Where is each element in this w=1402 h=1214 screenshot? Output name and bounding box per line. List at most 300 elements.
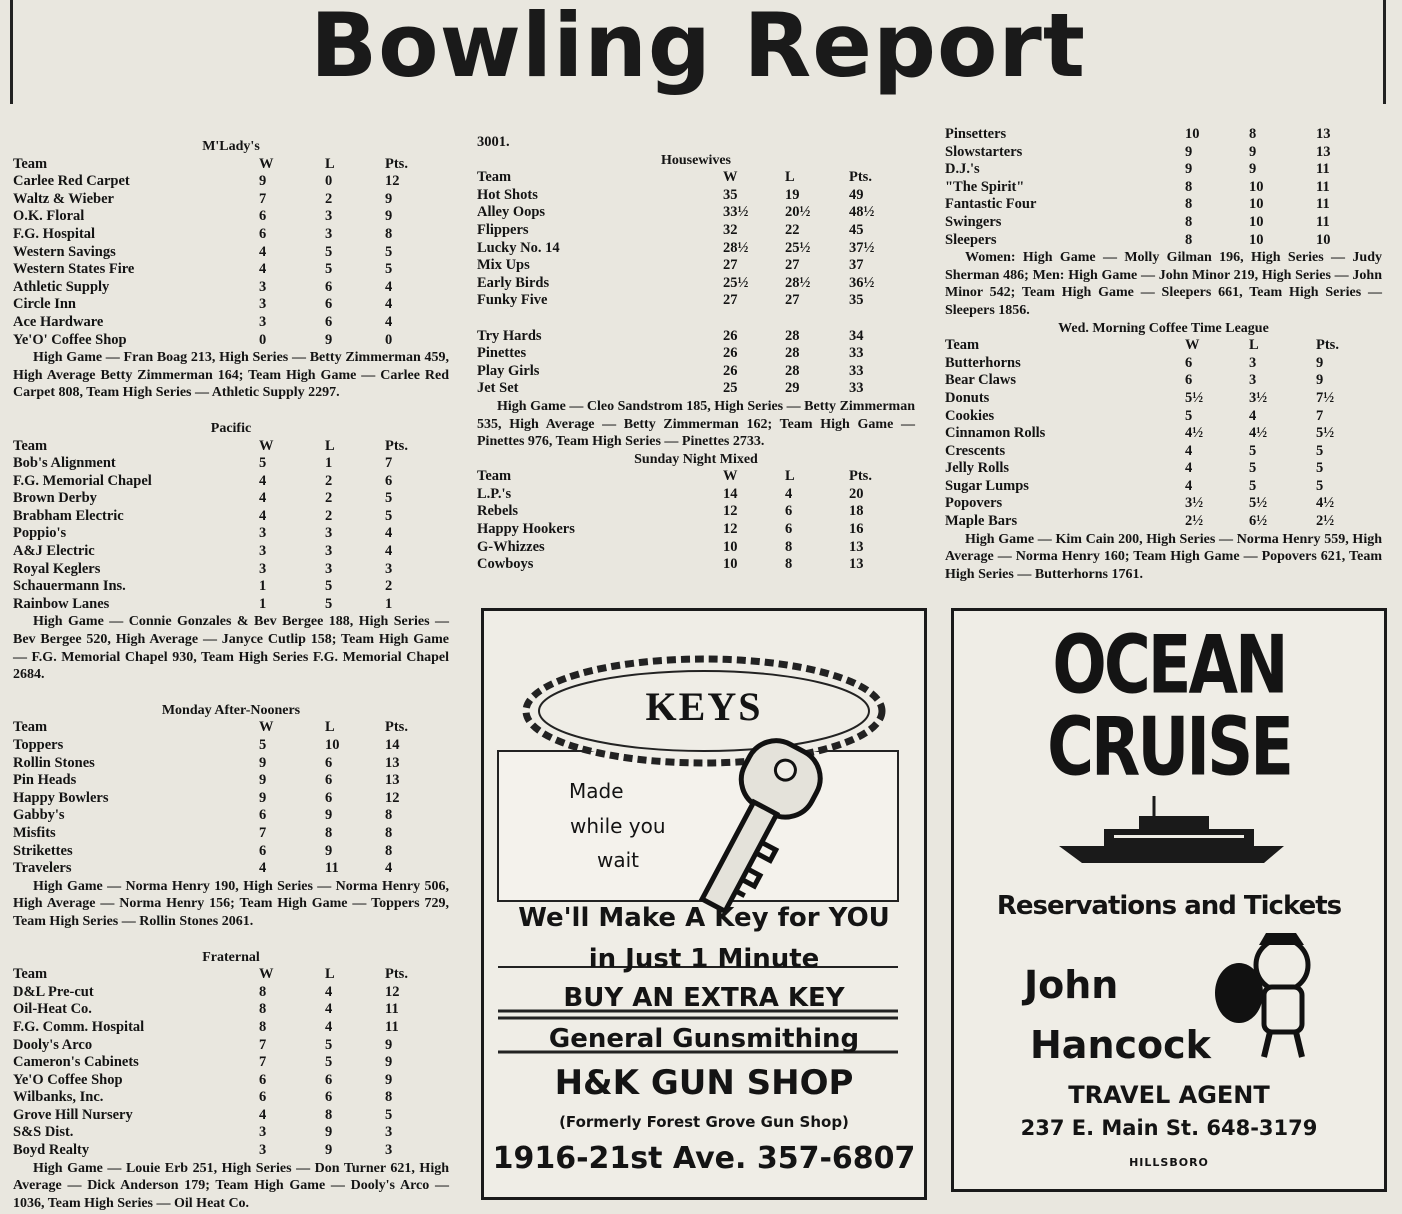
ad-keys-line4: General Gunsmithing <box>548 1024 860 1054</box>
team-name: F.G. Hospital <box>13 225 96 242</box>
team-name: Rollin Stones <box>13 754 95 771</box>
standings-row <box>477 240 915 258</box>
team-losses: 0 <box>325 173 333 190</box>
team-name: Rainbow Lanes <box>13 595 110 612</box>
team-losses: 10 <box>325 737 340 753</box>
team-losses: 3 <box>325 225 333 242</box>
team-points: 18 <box>849 503 864 520</box>
team-points: 6 <box>385 472 393 489</box>
team-wins: 8 <box>1185 196 1193 213</box>
standings-row <box>945 144 1382 162</box>
team-losses: 4 <box>325 1001 333 1018</box>
team-points: 8 <box>385 824 393 841</box>
team-name: Alley Oops <box>477 204 546 221</box>
team-points: 4½ <box>1316 495 1335 512</box>
team-losses: 3 <box>1249 372 1257 389</box>
team-losses: 9 <box>325 1142 333 1159</box>
team-losses: 29 <box>785 380 800 397</box>
team-wins: 4 <box>259 507 267 524</box>
standings-row <box>13 455 449 473</box>
team-wins: 5 <box>1185 407 1193 424</box>
team-losses: 4½ <box>1249 425 1268 442</box>
standings-row <box>13 261 449 279</box>
standings-row <box>13 1124 449 1142</box>
league-notes: High Game — Connie Gonzales & Bev Bergee 188, High Series — Bev Bergee 520, High Average — Janyce Cutlip 158; Team High Game — F.G. Memorial Chapel 930, Team High Series F.G. Memorial Chapel 2684. <box>13 614 449 683</box>
team-wins: 8 <box>1185 231 1193 248</box>
team-wins: 8 <box>259 983 267 1000</box>
team-points: 37½ <box>849 239 875 256</box>
page-title: Bowling Report <box>310 0 1086 97</box>
team-wins: 5 <box>259 737 267 753</box>
header-pts: Pts. <box>849 468 872 485</box>
team-name: Happy Hookers <box>477 521 575 538</box>
team-wins <box>723 310 785 328</box>
team-points: 33 <box>849 345 864 362</box>
team-wins: 6 <box>259 842 267 859</box>
standings-row <box>477 292 915 310</box>
team-name: Strikettes <box>13 842 73 859</box>
team-name: Jelly Rolls <box>945 460 1010 477</box>
team-name: Rebels <box>477 503 519 520</box>
team-points: 5 <box>385 507 393 524</box>
league-notes: High Game — Norma Henry 190, High Series — Norma Henry 506, High Average — Norma Henry 156; Team High Game — Toppers 729, Team High Series — Rollin Stones 2061. <box>13 878 449 929</box>
team-points: 8 <box>385 842 393 859</box>
team-points: 11 <box>1316 213 1330 230</box>
ad-keys-line5: H&K GUN SHOP <box>554 1063 854 1103</box>
team-points: 4 <box>385 860 393 877</box>
standings-row <box>945 232 1382 250</box>
mascot-icon <box>1204 923 1344 1063</box>
team-points: 14 <box>385 737 400 753</box>
team-wins: 3 <box>259 1124 267 1141</box>
team-name: Slowstarters <box>945 143 1023 160</box>
team-points: 8 <box>385 225 393 242</box>
team-name: Sleepers <box>945 231 997 248</box>
standings-row <box>13 490 449 508</box>
team-losses: 8 <box>785 556 793 573</box>
team-points: 12 <box>385 173 400 190</box>
standings-row <box>13 984 449 1002</box>
ad-cruise-cruise: CRUISE <box>1047 701 1291 795</box>
team-wins: 5½ <box>1185 389 1204 406</box>
team-wins: 9 <box>259 789 267 806</box>
team-losses: 5 <box>325 1054 333 1071</box>
header-team: Team <box>13 966 48 983</box>
carryover-text: 3001. <box>477 134 510 150</box>
header-l: L <box>325 155 335 172</box>
team-losses: 5 <box>325 1036 333 1053</box>
team-wins: 9 <box>259 772 267 789</box>
ad-keys-made: Made <box>569 779 624 803</box>
team-wins: 3 <box>259 296 267 313</box>
team-wins: 1 <box>259 595 267 612</box>
team-name: Dooly's Arco <box>13 1036 93 1053</box>
team-wins: 4 <box>259 472 267 489</box>
team-points: 11 <box>385 1018 399 1035</box>
team-points: 12 <box>385 789 400 806</box>
standings-row <box>477 556 915 574</box>
standings-row <box>13 1072 449 1090</box>
team-losses: 5 <box>325 261 333 278</box>
league-title: Fraternal <box>202 949 260 965</box>
team-points: 9 <box>1316 354 1324 371</box>
header-l: L <box>325 966 335 983</box>
team-points: 11 <box>1316 161 1330 178</box>
team-wins: 8 <box>259 1018 267 1035</box>
team-wins: 32 <box>723 221 738 238</box>
team-wins: 4½ <box>1185 425 1204 442</box>
team-losses: 6 <box>325 313 333 330</box>
team-name: F.G. Memorial Chapel <box>13 472 152 489</box>
team-losses: 10 <box>1249 213 1264 230</box>
team-name: Flippers <box>477 221 529 238</box>
team-points: 5 <box>385 261 393 278</box>
team-wins: 35 <box>723 186 738 203</box>
team-wins: 6 <box>1185 354 1193 371</box>
team-points: 4 <box>385 296 393 313</box>
standings-row <box>13 843 449 861</box>
standings-row <box>13 1107 449 1125</box>
team-points: 13 <box>1316 126 1331 142</box>
team-name: Try Hards <box>477 327 542 344</box>
standings-row <box>13 473 449 491</box>
standings-row <box>13 208 449 226</box>
standings-row <box>477 187 915 205</box>
ad-cruise-hancock: Hancock <box>1030 1023 1211 1067</box>
team-points: 13 <box>849 556 864 573</box>
team-losses: 6 <box>785 521 793 538</box>
standings-header <box>13 156 449 174</box>
team-losses: 3 <box>1249 354 1257 371</box>
league-title: Monday After-Nooners <box>161 702 301 718</box>
header-pts: Pts. <box>385 155 408 172</box>
team-wins: 6 <box>259 1089 267 1106</box>
team-wins: 6 <box>259 1071 267 1088</box>
standings-row <box>13 1089 449 1107</box>
ad-keys-line6: (Formerly Forest Grove Gun Shop) <box>559 1113 849 1131</box>
standings-row <box>477 222 915 240</box>
team-name: Carlee Red Carpet <box>13 173 130 190</box>
team-name: Travelers <box>13 860 72 877</box>
team-losses: 27 <box>785 292 800 309</box>
standings-row <box>945 460 1382 478</box>
team-points: 0 <box>385 331 393 348</box>
team-points: 5 <box>1316 477 1324 494</box>
header-pts: Pts. <box>385 719 408 736</box>
standings-row <box>13 244 449 262</box>
team-name: Bear Claws <box>945 372 1017 389</box>
team-losses: 3 <box>325 525 333 542</box>
standings-row <box>945 179 1382 197</box>
header-l: L <box>1249 337 1259 354</box>
standings-row <box>477 257 915 275</box>
standings-row <box>477 486 915 504</box>
section-gap <box>13 931 449 949</box>
team-points: 37 <box>849 257 864 274</box>
team-losses: 6½ <box>1249 513 1268 530</box>
team-points: 36½ <box>849 274 875 291</box>
standings-row <box>477 503 915 521</box>
header-pts: Pts. <box>849 169 872 186</box>
team-points: 11 <box>1316 178 1330 195</box>
team-name: Early Birds <box>477 274 550 291</box>
standings-row <box>477 345 915 363</box>
team-points: 33 <box>849 380 864 397</box>
standings-row <box>945 495 1382 513</box>
header-w: W <box>723 169 738 186</box>
standings-row <box>477 363 915 381</box>
header-l: L <box>785 468 795 485</box>
team-losses: 4 <box>785 485 793 502</box>
standings-row <box>945 372 1382 390</box>
team-name: Royal Keglers <box>13 560 101 577</box>
team-name: Pinsetters <box>945 126 1007 142</box>
team-losses: 3 <box>325 208 333 225</box>
ad-keys-line2: in Just 1 Minute <box>588 944 820 974</box>
standings-row <box>13 508 449 526</box>
team-losses: 5 <box>1249 460 1257 477</box>
header-w: W <box>723 468 738 485</box>
header-team: Team <box>477 468 512 485</box>
standings-row <box>477 275 915 293</box>
header-l: L <box>325 719 335 736</box>
team-points: 5 <box>385 490 393 507</box>
team-losses: 3½ <box>1249 389 1268 406</box>
standings-row <box>13 1019 449 1037</box>
team-name: Donuts <box>945 389 990 406</box>
team-losses: 6 <box>325 789 333 806</box>
team-wins: 26 <box>723 327 738 344</box>
team-name: Wilbanks, Inc. <box>13 1089 104 1106</box>
team-name: Mix Ups <box>477 257 530 274</box>
team-wins: 7 <box>259 1036 267 1053</box>
team-points: 4 <box>385 525 393 542</box>
standings-row <box>945 513 1382 531</box>
team-points: 33 <box>849 362 864 379</box>
team-points: 11 <box>385 1001 399 1018</box>
ad-ocean-cruise <box>951 608 1387 1192</box>
team-points: 4 <box>385 278 393 295</box>
team-points: 11 <box>1316 196 1330 213</box>
team-points: 7½ <box>1316 389 1335 406</box>
team-wins: 12 <box>723 503 738 520</box>
standings-header <box>13 966 449 984</box>
header-w: W <box>259 966 274 983</box>
team-name: Pinettes <box>477 345 527 362</box>
team-losses: 6 <box>325 278 333 295</box>
team-losses: 2 <box>325 190 333 207</box>
league-title: M'Lady's <box>202 139 260 154</box>
ad-keys-line7: 1916-21st Ave. 357-6807 <box>492 1141 916 1176</box>
standings-row <box>945 390 1382 408</box>
team-points: 5½ <box>1316 425 1335 442</box>
standings-row <box>13 561 449 579</box>
team-name: Ace Hardware <box>13 313 104 330</box>
league-title: Pacific <box>210 420 252 436</box>
team-points: 3 <box>385 560 393 577</box>
team-name: Brabham Electric <box>13 507 124 524</box>
team-wins: 25 <box>723 380 738 397</box>
team-wins: 3½ <box>1185 495 1204 512</box>
standings-row <box>13 755 449 773</box>
ad-cruise-travel-agent: TRAVEL AGENT <box>1068 1081 1270 1109</box>
standings-header <box>13 719 449 737</box>
column-1 <box>13 138 449 1212</box>
team-name: F.G. Comm. Hospital <box>13 1018 145 1035</box>
team-points: 3 <box>385 1124 393 1141</box>
team-wins: 6 <box>259 807 267 824</box>
standings-row <box>945 408 1382 426</box>
team-points: 5 <box>385 243 393 260</box>
standings-row <box>13 1037 449 1055</box>
team-points <box>849 310 909 328</box>
standings-row <box>945 425 1382 443</box>
standings-row <box>945 161 1382 179</box>
standings-row <box>13 279 449 297</box>
team-name: Cowboys <box>477 556 534 573</box>
header-l: L <box>325 437 335 454</box>
team-wins: 8 <box>259 1001 267 1018</box>
team-wins: 4 <box>259 261 267 278</box>
standings-row <box>13 332 449 350</box>
team-name: G-Whizzes <box>477 538 545 555</box>
league-notes: High Game — Cleo Sandstrom 185, High Series — Betty Zimmerman 535, High Average — Betty Zimmerman 162; Team High Game — Pinettes 976, Team High Series — Pinettes 2733. <box>477 398 915 450</box>
team-wins: 28½ <box>723 239 749 256</box>
standings-row <box>13 807 449 825</box>
team-points: 20 <box>849 485 864 502</box>
team-losses: 9 <box>325 1124 333 1141</box>
ad-hk-gun-shop <box>481 608 927 1200</box>
standings-header <box>13 438 449 456</box>
team-losses: 10 <box>1249 178 1264 195</box>
team-losses: 6 <box>325 1089 333 1106</box>
standings-row <box>945 196 1382 214</box>
team-wins: 6 <box>259 225 267 242</box>
team-losses: 28 <box>785 362 800 379</box>
team-points: 7 <box>385 455 393 472</box>
ad-keys-line3: BUY AN EXTRA KEY <box>563 983 845 1013</box>
header-team: Team <box>477 169 512 186</box>
team-wins: 27 <box>723 257 738 274</box>
team-points: 9 <box>385 1054 393 1071</box>
team-name: S&S Dist. <box>13 1124 74 1141</box>
standings-row <box>13 525 449 543</box>
standings-row <box>13 1001 449 1019</box>
team-points: 5 <box>1316 442 1324 459</box>
ad-keys-line1: We'll Make A Key for YOU <box>518 903 890 933</box>
team-wins: 4 <box>1185 460 1193 477</box>
standings-row <box>13 226 449 244</box>
team-name: Poppio's <box>13 525 67 542</box>
team-wins: 4 <box>259 243 267 260</box>
standings-row <box>13 790 449 808</box>
team-name: Butterhorns <box>945 354 1021 371</box>
standings-row <box>945 355 1382 373</box>
team-wins: 8 <box>1185 178 1193 195</box>
team-losses: 6 <box>325 1071 333 1088</box>
team-losses: 3 <box>325 543 333 560</box>
team-wins: 5 <box>259 455 267 472</box>
team-losses: 5½ <box>1249 495 1268 512</box>
team-name: Waltz & Wieber <box>13 190 114 207</box>
league-title: Sunday Night Mixed <box>634 451 758 467</box>
header-team: Team <box>13 155 48 172</box>
standings-row <box>13 296 449 314</box>
team-name: Ye'O Coffee Shop <box>13 1071 123 1088</box>
team-name: Western States Fire <box>13 261 135 278</box>
header-pts: Pts. <box>385 966 408 983</box>
standings-row <box>477 310 915 328</box>
standings-row <box>13 191 449 209</box>
standings-row <box>13 578 449 596</box>
team-name: D&L Pre-cut <box>13 983 94 1000</box>
team-name: Bob's Alignment <box>13 455 116 472</box>
team-name: Gabby's <box>13 807 65 824</box>
column-2 <box>477 134 915 574</box>
team-wins: 6 <box>259 208 267 225</box>
standings-row <box>945 478 1382 496</box>
team-name: O.K. Floral <box>13 208 85 225</box>
team-wins: 9 <box>1185 143 1193 160</box>
team-name: Schauermann Ins. <box>13 578 126 595</box>
team-losses: 8 <box>1249 126 1257 142</box>
league-notes: High Game — Fran Boag 213, High Series — Betty Zimmerman 459, High Average Betty Zimmerman 164; Team High Game — Carlee Red Carpet 808, Team High Series — Athletic Supply 2297. <box>13 350 449 401</box>
team-name: Grove Hill Nursery <box>13 1106 133 1123</box>
ad-cruise-john: John <box>1024 963 1119 1007</box>
team-name: Circle Inn <box>13 296 76 313</box>
header-pts: Pts. <box>1316 337 1339 354</box>
standings-row <box>13 772 449 790</box>
team-wins: 3 <box>259 1142 267 1159</box>
team-wins: 9 <box>1185 161 1193 178</box>
standings-row <box>945 214 1382 232</box>
header-w: W <box>259 155 274 172</box>
ad-keys-while: while you <box>570 814 666 838</box>
league-notes: Women: High Game — Molly Gilman 196, High Series — Judy Sherman 486; Men: High Game — John Minor 219, High Series — John Minor 542; Team High Game — Sleepers 661, Team High Series — Sleepers 1856. <box>945 250 1382 318</box>
team-points: 13 <box>385 772 400 789</box>
team-points: 3 <box>385 1142 393 1159</box>
team-wins: 26 <box>723 345 738 362</box>
team-losses: 27 <box>785 257 800 274</box>
team-wins: 3 <box>259 525 267 542</box>
team-wins: 7 <box>259 190 267 207</box>
team-losses: 2 <box>325 472 333 489</box>
team-losses: 1 <box>325 455 333 472</box>
team-losses: 5 <box>325 578 333 595</box>
team-points: 13 <box>1316 143 1331 160</box>
team-points: 48½ <box>849 204 875 221</box>
header-team: Team <box>945 337 980 354</box>
team-wins: 6 <box>1185 372 1193 389</box>
masthead <box>10 0 1386 104</box>
team-points: 10 <box>1316 231 1331 248</box>
section-gap <box>13 402 449 420</box>
team-wins: 27 <box>723 292 738 309</box>
column-3 <box>945 126 1382 583</box>
team-wins: 10 <box>723 556 738 573</box>
team-name: "The Spirit" <box>945 178 1025 195</box>
team-losses: 9 <box>325 842 333 859</box>
team-wins: 4 <box>259 1106 267 1123</box>
team-wins: 3 <box>259 543 267 560</box>
team-points: 49 <box>849 186 864 203</box>
standings-header <box>945 337 1382 355</box>
team-name: Misfits <box>13 824 56 841</box>
team-name: Athletic Supply <box>13 278 110 295</box>
team-losses: 5 <box>1249 477 1257 494</box>
team-losses: 6 <box>325 296 333 313</box>
team-points: 8 <box>385 807 393 824</box>
